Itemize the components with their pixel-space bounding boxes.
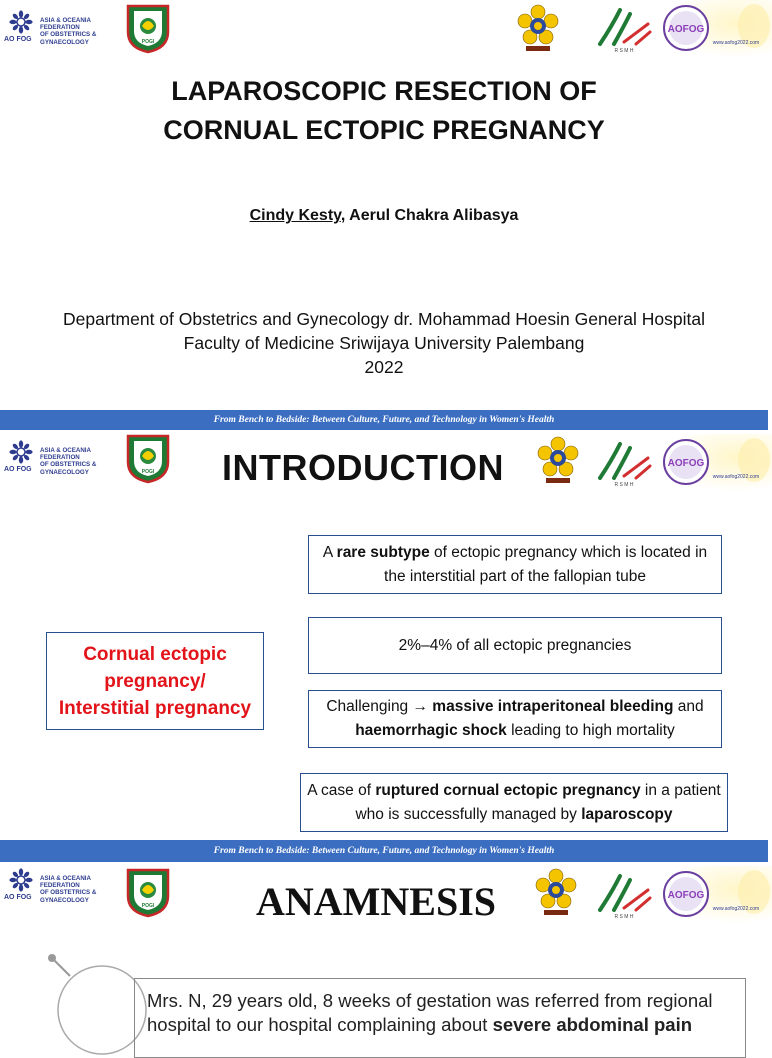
- slide-title: [0, 72, 768, 150]
- incidence-box: 2%–4% of all ectopic pregnancies: [308, 617, 722, 674]
- case-history-box: Mrs. N, 29 years old, 8 weeks of gestation was referred from regional hospital to our hospital complaining about severe abdominal pain: [134, 978, 746, 1058]
- dept-line-2: Faculty of Medicine Sriwijaya University Palembang: [183, 333, 585, 353]
- rsmh-logo: [594, 4, 654, 54]
- pogi-text: POGI: [141, 39, 155, 45]
- slide-heading: ANAMNESIS: [256, 879, 497, 924]
- aofog-acronym: AO FOG: [4, 894, 32, 901]
- aofog-acronym: AO FOG: [4, 466, 32, 473]
- pogi-shield-logo: [124, 866, 172, 918]
- aofog-2022-logo: [652, 0, 772, 58]
- dept-line-1: Department of Obstetrics and Gynecology dr. Mohammad Hoesin General Hospital: [63, 309, 705, 329]
- rsmh-text: R S M H: [614, 482, 634, 488]
- author-rest: , Aerul Chakra Alibasya: [340, 207, 519, 224]
- sriwijaya-flower-logo: [512, 2, 564, 54]
- introduction-slide: [0, 430, 768, 840]
- aofog-2022-text: AOFOG: [667, 24, 705, 35]
- pogi-shield-logo: [124, 432, 172, 484]
- aofog-2022-logo: [652, 434, 772, 492]
- pogi-text: POGI: [141, 469, 155, 475]
- author-primary: Cindy Kesty: [249, 207, 341, 224]
- title-slide: [0, 0, 768, 410]
- sriwijaya-flower-logo: [530, 866, 582, 918]
- topic-line: Interstitial pregnancy: [58, 697, 252, 719]
- topic-box: [46, 632, 264, 730]
- logo-row: [0, 430, 768, 486]
- year: 2022: [364, 357, 404, 377]
- case-summary-box: A case of ruptured cornual ectopic pregnancy in a patient who is successfully managed by laparoscopy: [300, 773, 728, 832]
- rsmh-text: R S M H: [614, 48, 634, 54]
- anamnesis-slide: [0, 862, 768, 1035]
- aofog-logo: [4, 868, 122, 904]
- aofog-emblem-icon: [4, 10, 38, 36]
- aofog-2022-url: www.aofog2022.com: [712, 906, 760, 912]
- rsmh-logo: [594, 438, 654, 488]
- logo-row: [0, 862, 768, 924]
- topic-line: pregnancy/: [104, 670, 206, 692]
- aofog-2022-logo: [652, 866, 772, 924]
- conference-banner: From Bench to Bedside: Between Culture, Future, and Technology in Women's Health: [0, 840, 768, 862]
- aofog-2022-url: www.aofog2022.com: [712, 474, 760, 480]
- aofog-title: ASIA & OCEANIA FEDERATION OF OBSTETRICS & GYNAECOLOGY: [40, 17, 97, 46]
- conference-banner: From Bench to Bedside: Between Culture, Future, and Technology in Women's Health: [0, 410, 768, 430]
- topic-line: Cornual ectopic: [83, 643, 227, 665]
- challenge-box: Challenging → massive intraperitoneal bleeding and haemorrhagic shock leading to high mortality: [308, 690, 722, 748]
- rsmh-text: R S M H: [614, 914, 634, 920]
- aofog-2022-url: www.aofog2022.com: [712, 40, 760, 46]
- aofog-logo: [4, 10, 122, 46]
- sriwijaya-flower-logo: [532, 434, 584, 486]
- aofog-acronym: AO FOG: [4, 36, 32, 43]
- logo-row: [0, 0, 768, 56]
- title-line-2: CORNUAL ECTOPIC PREGNANCY: [163, 115, 605, 145]
- arrow-icon: →: [412, 698, 428, 715]
- aofog-title: ASIA & OCEANIA FEDERATION OF OBSTETRICS & GYNAECOLOGY: [40, 875, 97, 904]
- aofog-logo: [4, 440, 122, 476]
- title-line-1: LAPAROSCOPIC RESECTION OF: [171, 76, 597, 106]
- pogi-text: POGI: [141, 903, 155, 909]
- aofog-emblem-icon: [4, 440, 38, 466]
- definition-box: A rare subtype of ectopic pregnancy which is located in the interstitial part of the fallopian tube: [308, 535, 722, 594]
- aofog-emblem-icon: [4, 868, 38, 894]
- aofog-title: ASIA & OCEANIA FEDERATION OF OBSTETRICS & GYNAECOLOGY: [40, 447, 97, 476]
- aofog-2022-text: AOFOG: [667, 458, 705, 469]
- slide-heading: INTRODUCTION: [222, 447, 504, 488]
- authors: [0, 207, 768, 225]
- rsmh-logo: [594, 870, 654, 920]
- affiliation: [0, 307, 768, 379]
- aofog-2022-text: AOFOG: [667, 890, 705, 901]
- pogi-shield-logo: [124, 2, 172, 54]
